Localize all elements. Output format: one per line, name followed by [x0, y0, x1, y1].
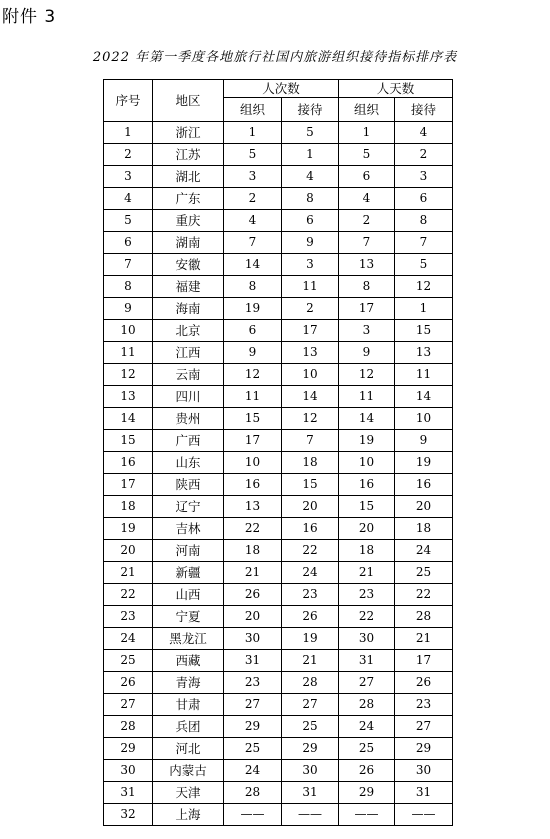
table-row: [104, 650, 453, 672]
cell-seq: 4: [104, 188, 153, 210]
cell-region: 重庆: [153, 210, 224, 232]
cell-person-times-receive: 20: [282, 496, 339, 518]
cell-person-times-receive: 1: [282, 144, 339, 166]
cell-seq: 28: [104, 716, 153, 738]
cell-region: 福建: [153, 276, 224, 298]
cell-person-days-receive: 25: [395, 562, 453, 584]
table-row: [104, 562, 453, 584]
cell-region: 山东: [153, 452, 224, 474]
cell-person-times-organize: 24: [224, 760, 282, 782]
cell-person-days-organize: 10: [339, 452, 395, 474]
cell-person-days-receive: 20: [395, 496, 453, 518]
cell-region: 湖南: [153, 232, 224, 254]
cell-person-days-receive: 21: [395, 628, 453, 650]
cell-region: 吉林: [153, 518, 224, 540]
cell-person-days-organize: 12: [339, 364, 395, 386]
table-row: [104, 694, 453, 716]
cell-person-times-receive: 31: [282, 782, 339, 804]
cell-person-days-organize: 11: [339, 386, 395, 408]
cell-person-days-organize: 22: [339, 606, 395, 628]
header-row-top: [104, 80, 453, 98]
table-row: [104, 584, 453, 606]
cell-seq: 19: [104, 518, 153, 540]
cell-person-times-receive: 16: [282, 518, 339, 540]
table-row: [104, 254, 453, 276]
cell-region: 安徽: [153, 254, 224, 276]
cell-person-times-receive: 11: [282, 276, 339, 298]
table-row: [104, 452, 453, 474]
table-row: [104, 144, 453, 166]
table-row: [104, 760, 453, 782]
cell-region: 贵州: [153, 408, 224, 430]
cell-person-days-organize: 25: [339, 738, 395, 760]
table-row: [104, 408, 453, 430]
cell-person-times-organize: 11: [224, 386, 282, 408]
cell-person-times-receive: 22: [282, 540, 339, 562]
cell-person-days-organize: 5: [339, 144, 395, 166]
cell-region: 宁夏: [153, 606, 224, 628]
cell-person-times-organize: 27: [224, 694, 282, 716]
cell-person-times-organize: 30: [224, 628, 282, 650]
cell-person-times-organize: 8: [224, 276, 282, 298]
cell-person-times-receive: 2: [282, 298, 339, 320]
cell-person-days-organize: 4: [339, 188, 395, 210]
cell-seq: 10: [104, 320, 153, 342]
cell-person-times-receive: 4: [282, 166, 339, 188]
cell-seq: 24: [104, 628, 153, 650]
cell-person-times-organize: 3: [224, 166, 282, 188]
cell-person-times-receive: 5: [282, 122, 339, 144]
table-row: [104, 386, 453, 408]
cell-region: 云南: [153, 364, 224, 386]
cell-person-times-organize: 13: [224, 496, 282, 518]
cell-person-days-receive: 13: [395, 342, 453, 364]
cell-region: 青海: [153, 672, 224, 694]
cell-person-times-organize: 2: [224, 188, 282, 210]
header-pd-organize: 组织: [339, 98, 395, 122]
cell-person-days-receive: 31: [395, 782, 453, 804]
cell-person-days-organize: 26: [339, 760, 395, 782]
cell-region: 河南: [153, 540, 224, 562]
cell-person-days-organize: 13: [339, 254, 395, 276]
cell-person-days-receive: 2: [395, 144, 453, 166]
table-row: [104, 804, 453, 826]
cell-person-days-organize: 3: [339, 320, 395, 342]
table-row: [104, 716, 453, 738]
table-row: [104, 188, 453, 210]
table-row: [104, 276, 453, 298]
cell-person-times-receive: 12: [282, 408, 339, 430]
cell-person-times-receive: ——: [282, 804, 339, 826]
table-row: [104, 430, 453, 452]
header-region: 地区: [153, 80, 224, 122]
cell-region: 河北: [153, 738, 224, 760]
cell-person-days-receive: 17: [395, 650, 453, 672]
cell-seq: 25: [104, 650, 153, 672]
cell-person-days-receive: 26: [395, 672, 453, 694]
table-row: [104, 782, 453, 804]
cell-person-times-receive: 15: [282, 474, 339, 496]
cell-seq: 15: [104, 430, 153, 452]
cell-person-days-organize: 19: [339, 430, 395, 452]
cell-person-times-organize: 9: [224, 342, 282, 364]
cell-seq: 16: [104, 452, 153, 474]
cell-person-times-receive: 28: [282, 672, 339, 694]
table-row: [104, 364, 453, 386]
cell-seq: 18: [104, 496, 153, 518]
ranking-table: [103, 79, 453, 826]
cell-person-times-receive: 30: [282, 760, 339, 782]
cell-person-times-organize: 21: [224, 562, 282, 584]
cell-person-times-organize: 31: [224, 650, 282, 672]
cell-region: 陕西: [153, 474, 224, 496]
table-row: [104, 518, 453, 540]
cell-person-days-organize: 9: [339, 342, 395, 364]
table-row: [104, 540, 453, 562]
cell-region: 天津: [153, 782, 224, 804]
cell-person-days-receive: 11: [395, 364, 453, 386]
cell-person-days-receive: 19: [395, 452, 453, 474]
cell-seq: 7: [104, 254, 153, 276]
cell-person-times-receive: 19: [282, 628, 339, 650]
cell-person-times-organize: 4: [224, 210, 282, 232]
table-row: [104, 166, 453, 188]
cell-person-times-receive: 24: [282, 562, 339, 584]
cell-seq: 13: [104, 386, 153, 408]
cell-person-days-organize: 1: [339, 122, 395, 144]
cell-seq: 12: [104, 364, 153, 386]
cell-person-days-organize: 30: [339, 628, 395, 650]
cell-person-days-organize: 31: [339, 650, 395, 672]
cell-seq: 11: [104, 342, 153, 364]
cell-person-times-organize: 26: [224, 584, 282, 606]
table-row: [104, 738, 453, 760]
cell-person-days-organize: 6: [339, 166, 395, 188]
cell-region: 辽宁: [153, 496, 224, 518]
cell-region: 兵团: [153, 716, 224, 738]
cell-person-times-organize: 16: [224, 474, 282, 496]
header-person-days: 人天数: [339, 80, 453, 98]
cell-person-days-receive: 30: [395, 760, 453, 782]
cell-person-days-receive: 6: [395, 188, 453, 210]
table-row: [104, 606, 453, 628]
cell-person-times-receive: 17: [282, 320, 339, 342]
table-row: [104, 628, 453, 650]
cell-person-days-organize: ——: [339, 804, 395, 826]
cell-person-times-receive: 25: [282, 716, 339, 738]
cell-person-days-organize: 21: [339, 562, 395, 584]
cell-region: 江西: [153, 342, 224, 364]
header-pt-organize: 组织: [224, 98, 282, 122]
cell-region: 上海: [153, 804, 224, 826]
cell-person-times-organize: 25: [224, 738, 282, 760]
cell-person-times-organize: 5: [224, 144, 282, 166]
cell-region: 甘肃: [153, 694, 224, 716]
cell-person-times-organize: 17: [224, 430, 282, 452]
cell-seq: 9: [104, 298, 153, 320]
cell-person-days-receive: 12: [395, 276, 453, 298]
cell-person-days-organize: 18: [339, 540, 395, 562]
cell-person-times-receive: 7: [282, 430, 339, 452]
table-row: [104, 320, 453, 342]
header-pt-receive: 接待: [282, 98, 339, 122]
header-pd-receive: 接待: [395, 98, 453, 122]
cell-person-times-receive: 26: [282, 606, 339, 628]
cell-region: 湖北: [153, 166, 224, 188]
header-seq: 序号: [104, 80, 153, 122]
cell-person-days-receive: 8: [395, 210, 453, 232]
cell-person-times-organize: ——: [224, 804, 282, 826]
cell-region: 北京: [153, 320, 224, 342]
cell-region: 浙江: [153, 122, 224, 144]
table-row: [104, 672, 453, 694]
cell-seq: 20: [104, 540, 153, 562]
cell-person-days-organize: 27: [339, 672, 395, 694]
cell-seq: 3: [104, 166, 153, 188]
cell-person-times-organize: 15: [224, 408, 282, 430]
cell-region: 海南: [153, 298, 224, 320]
cell-seq: 26: [104, 672, 153, 694]
cell-person-times-organize: 14: [224, 254, 282, 276]
cell-person-times-organize: 10: [224, 452, 282, 474]
table-row: [104, 496, 453, 518]
table-row: [104, 122, 453, 144]
table-row: [104, 474, 453, 496]
cell-person-times-organize: 28: [224, 782, 282, 804]
cell-person-times-organize: 1: [224, 122, 282, 144]
cell-person-days-receive: 9: [395, 430, 453, 452]
cell-seq: 32: [104, 804, 153, 826]
cell-seq: 5: [104, 210, 153, 232]
cell-person-days-organize: 17: [339, 298, 395, 320]
cell-person-days-receive: 16: [395, 474, 453, 496]
table-row: [104, 210, 453, 232]
cell-seq: 6: [104, 232, 153, 254]
cell-seq: 1: [104, 122, 153, 144]
cell-person-days-organize: 7: [339, 232, 395, 254]
cell-seq: 17: [104, 474, 153, 496]
cell-person-days-receive: 10: [395, 408, 453, 430]
cell-person-times-receive: 10: [282, 364, 339, 386]
cell-seq: 8: [104, 276, 153, 298]
cell-person-days-receive: 29: [395, 738, 453, 760]
cell-person-days-receive: 14: [395, 386, 453, 408]
header-person-times: 人次数: [224, 80, 339, 98]
table-row: [104, 232, 453, 254]
cell-region: 四川: [153, 386, 224, 408]
cell-person-times-receive: 3: [282, 254, 339, 276]
cell-person-times-organize: 6: [224, 320, 282, 342]
cell-region: 新疆: [153, 562, 224, 584]
attachment-label: 附件 3: [2, 7, 57, 27]
cell-person-days-receive: 24: [395, 540, 453, 562]
cell-person-days-receive: 28: [395, 606, 453, 628]
table-row: [104, 298, 453, 320]
cell-person-times-organize: 20: [224, 606, 282, 628]
cell-person-times-organize: 7: [224, 232, 282, 254]
cell-region: 西藏: [153, 650, 224, 672]
cell-seq: 21: [104, 562, 153, 584]
cell-seq: 30: [104, 760, 153, 782]
cell-person-times-organize: 12: [224, 364, 282, 386]
cell-person-days-receive: 1: [395, 298, 453, 320]
cell-person-times-receive: 14: [282, 386, 339, 408]
cell-person-days-organize: 29: [339, 782, 395, 804]
cell-seq: 22: [104, 584, 153, 606]
cell-region: 广东: [153, 188, 224, 210]
cell-person-days-receive: 22: [395, 584, 453, 606]
cell-person-times-organize: 29: [224, 716, 282, 738]
cell-person-times-organize: 23: [224, 672, 282, 694]
cell-person-days-receive: 23: [395, 694, 453, 716]
cell-person-days-receive: 4: [395, 122, 453, 144]
cell-seq: 29: [104, 738, 153, 760]
cell-person-times-receive: 6: [282, 210, 339, 232]
document-title: 2022 年第一季度各地旅行社国内旅游组织接待指标排序表: [92, 50, 458, 65]
cell-person-times-receive: 23: [282, 584, 339, 606]
cell-region: 黑龙江: [153, 628, 224, 650]
cell-person-days-receive: 5: [395, 254, 453, 276]
cell-person-days-organize: 14: [339, 408, 395, 430]
cell-person-times-organize: 19: [224, 298, 282, 320]
cell-person-days-organize: 24: [339, 716, 395, 738]
cell-person-days-organize: 15: [339, 496, 395, 518]
cell-person-days-organize: 16: [339, 474, 395, 496]
cell-seq: 2: [104, 144, 153, 166]
cell-person-times-receive: 27: [282, 694, 339, 716]
cell-person-days-organize: 20: [339, 518, 395, 540]
cell-person-times-receive: 13: [282, 342, 339, 364]
cell-seq: 23: [104, 606, 153, 628]
cell-seq: 14: [104, 408, 153, 430]
cell-person-days-receive: 15: [395, 320, 453, 342]
cell-person-days-receive: 27: [395, 716, 453, 738]
cell-person-days-organize: 23: [339, 584, 395, 606]
cell-person-times-receive: 8: [282, 188, 339, 210]
cell-person-times-receive: 21: [282, 650, 339, 672]
cell-person-times-receive: 29: [282, 738, 339, 760]
cell-person-days-organize: 28: [339, 694, 395, 716]
cell-region: 广西: [153, 430, 224, 452]
cell-person-times-organize: 22: [224, 518, 282, 540]
cell-region: 山西: [153, 584, 224, 606]
cell-region: 江苏: [153, 144, 224, 166]
cell-person-days-organize: 8: [339, 276, 395, 298]
cell-seq: 31: [104, 782, 153, 804]
cell-person-times-receive: 9: [282, 232, 339, 254]
cell-person-days-receive: ——: [395, 804, 453, 826]
table-body: [104, 122, 453, 826]
cell-region: 内蒙古: [153, 760, 224, 782]
cell-person-days-receive: 7: [395, 232, 453, 254]
cell-person-days-organize: 2: [339, 210, 395, 232]
cell-person-times-receive: 18: [282, 452, 339, 474]
table-row: [104, 342, 453, 364]
cell-seq: 27: [104, 694, 153, 716]
cell-person-times-organize: 18: [224, 540, 282, 562]
cell-person-days-receive: 18: [395, 518, 453, 540]
cell-person-days-receive: 3: [395, 166, 453, 188]
